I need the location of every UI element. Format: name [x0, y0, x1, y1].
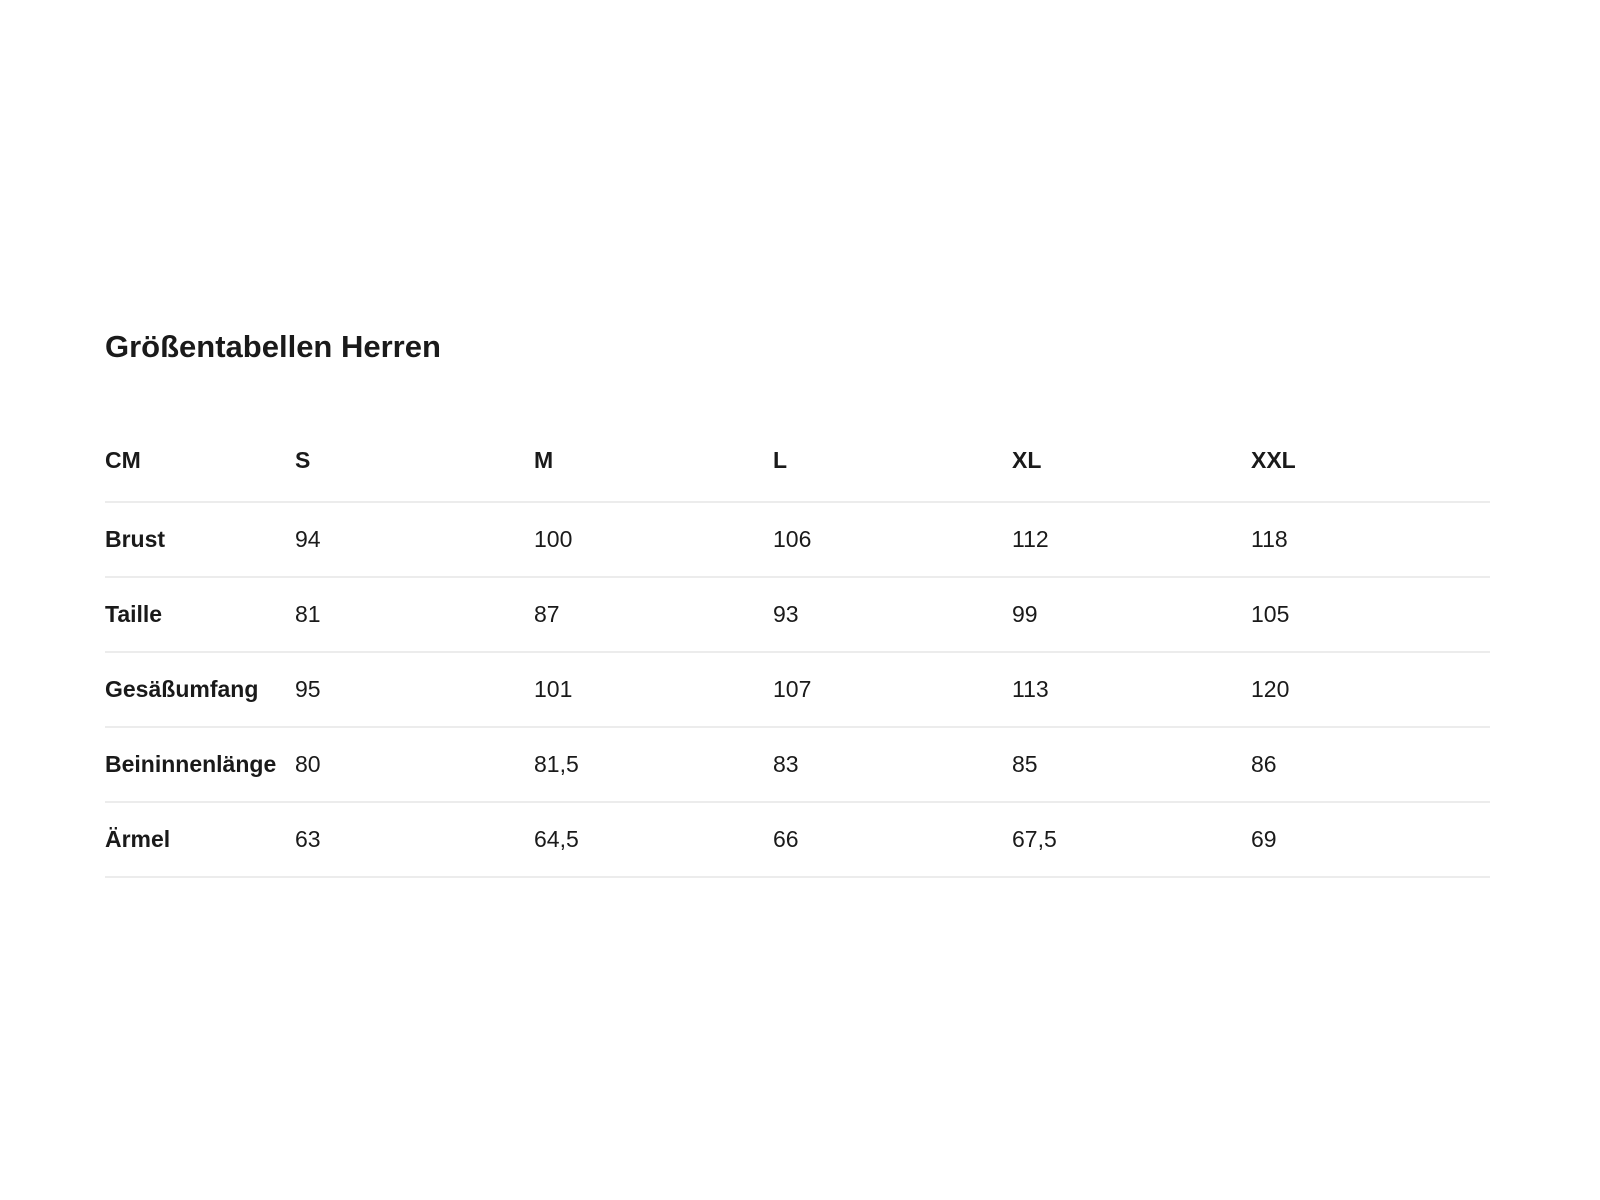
table-row-taille [105, 577, 1490, 652]
cell-value: 93 [773, 577, 1012, 652]
row-label: Gesäßumfang [105, 652, 295, 727]
cell-value: 63 [295, 802, 534, 877]
table-row-gesaessumfang [105, 652, 1490, 727]
cell-value: 83 [773, 727, 1012, 802]
header-cell-size-xl: XL [1012, 420, 1251, 502]
cell-value: 113 [1012, 652, 1251, 727]
header-cell-size-m: M [534, 420, 773, 502]
cell-value: 107 [773, 652, 1012, 727]
cell-value: 81,5 [534, 727, 773, 802]
cell-value: 105 [1251, 577, 1490, 652]
cell-value: 100 [534, 502, 773, 577]
size-table-header [105, 420, 1490, 502]
cell-value: 69 [1251, 802, 1490, 877]
page-title: Größentabellen Herren [105, 328, 441, 364]
table-row-brust [105, 502, 1490, 577]
size-table-body [105, 502, 1490, 877]
cell-value: 64,5 [534, 802, 773, 877]
cell-value: 85 [1012, 727, 1251, 802]
header-cell-size-xxl: XXL [1251, 420, 1490, 502]
cell-value: 101 [534, 652, 773, 727]
table-row-aermel [105, 802, 1490, 877]
cell-value: 120 [1251, 652, 1490, 727]
cell-value: 66 [773, 802, 1012, 877]
cell-value: 80 [295, 727, 534, 802]
table-row-beininnenlaenge [105, 727, 1490, 802]
header-cell-size-l: L [773, 420, 1012, 502]
size-table [105, 420, 1490, 878]
row-label: Brust [105, 502, 295, 577]
row-label: Ärmel [105, 802, 295, 877]
cell-value: 99 [1012, 577, 1251, 652]
cell-value: 81 [295, 577, 534, 652]
header-row [105, 420, 1490, 502]
cell-value: 87 [534, 577, 773, 652]
cell-value: 112 [1012, 502, 1251, 577]
row-label: Beininnenlänge [105, 727, 295, 802]
row-label: Taille [105, 577, 295, 652]
header-cell-size-s: S [295, 420, 534, 502]
cell-value: 118 [1251, 502, 1490, 577]
cell-value: 95 [295, 652, 534, 727]
cell-value: 67,5 [1012, 802, 1251, 877]
cell-value: 94 [295, 502, 534, 577]
cell-value: 106 [773, 502, 1012, 577]
cell-value: 86 [1251, 727, 1490, 802]
header-cell-unit: CM [105, 420, 295, 502]
